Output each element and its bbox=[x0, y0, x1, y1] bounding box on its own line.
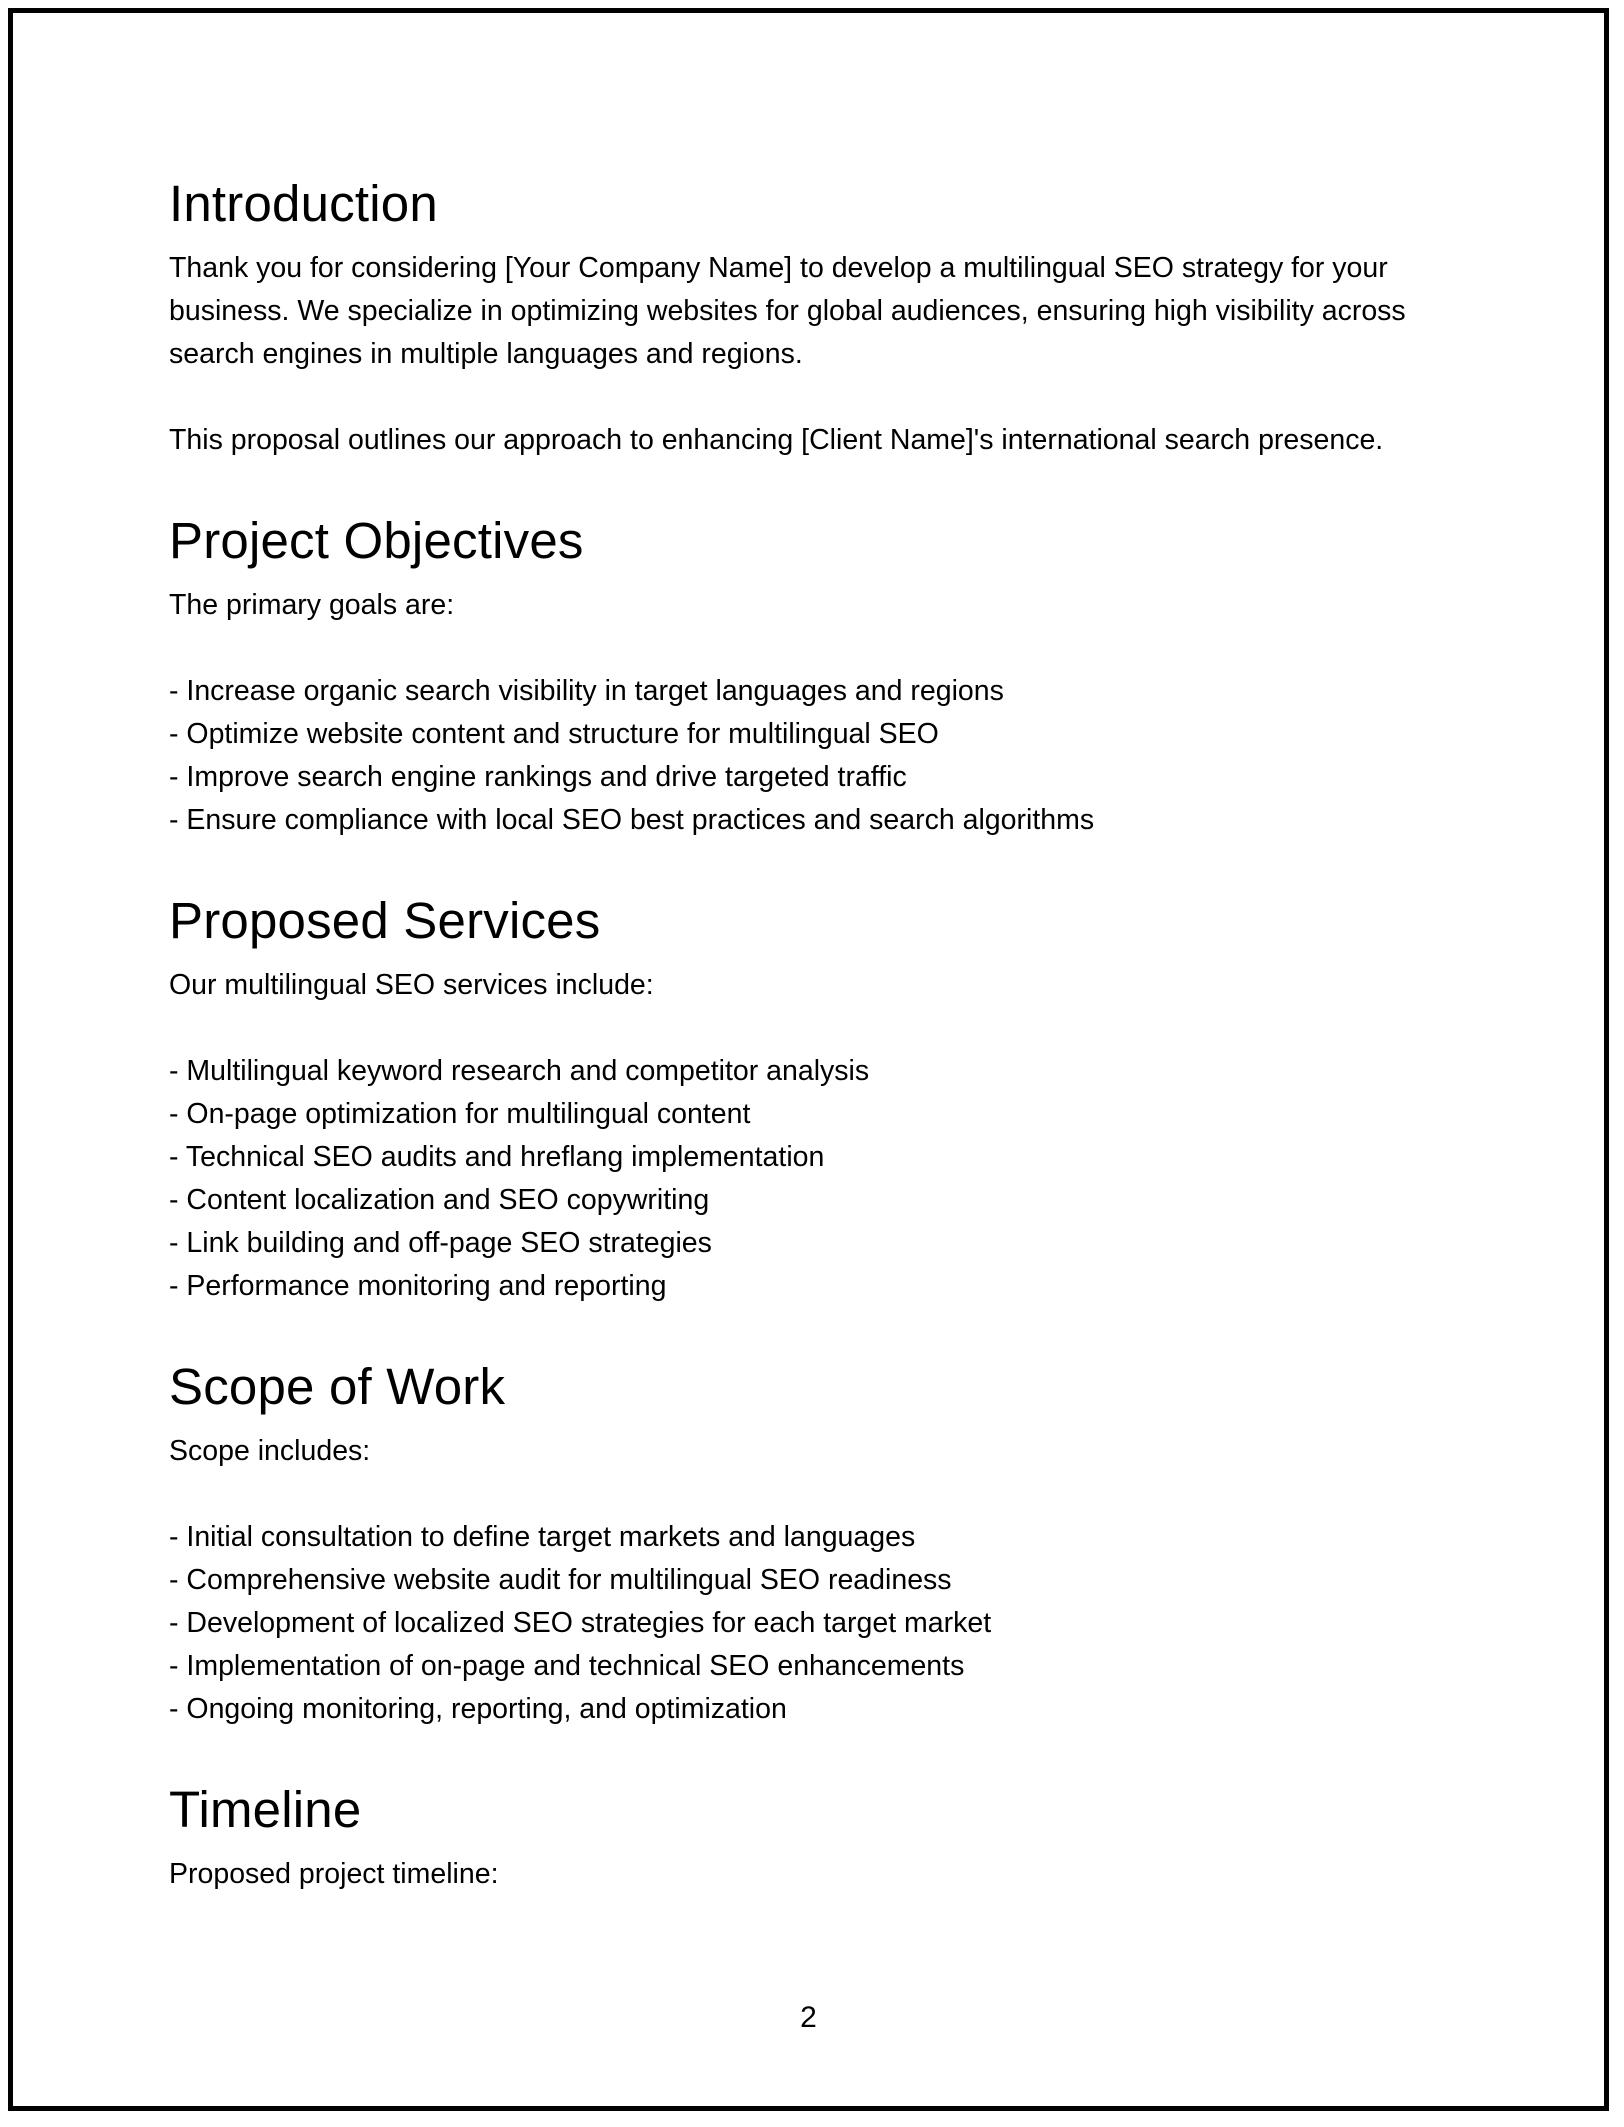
list-item: - Ongoing monitoring, reporting, and optimization bbox=[169, 1693, 787, 1725]
objectives-list bbox=[169, 670, 1489, 842]
services-section bbox=[169, 890, 1489, 1308]
timeline-intro: Proposed project timeline: bbox=[169, 1858, 499, 1890]
introduction-heading: Introduction bbox=[169, 175, 438, 232]
services-list bbox=[169, 1050, 1489, 1308]
list-item: - Optimize website content and structure for multilingual SEO bbox=[169, 718, 939, 750]
document-content bbox=[169, 173, 1489, 1944]
paragraph-spacer bbox=[169, 376, 1489, 419]
list-item: - Multilingual keyword research and competitor analysis bbox=[169, 1055, 870, 1087]
services-intro: Our multilingual SEO services include: bbox=[169, 969, 654, 1001]
objectives-heading: Project Objectives bbox=[169, 512, 584, 569]
page-number: 2 bbox=[800, 2001, 817, 2034]
scope-list bbox=[169, 1516, 1489, 1731]
timeline-heading: Timeline bbox=[169, 1781, 362, 1838]
scope-intro: Scope includes: bbox=[169, 1435, 371, 1467]
paragraph-spacer bbox=[169, 1007, 1489, 1050]
introduction-paragraph: Thank you for considering [Your Company Name] to develop a multilingual SEO strategy for your business. We specialize in optimizing websites for global audiences, ensuring high visibility across search engines in multiple languages and regions. bbox=[169, 252, 1406, 370]
list-item: - Link building and off-page SEO strategies bbox=[169, 1227, 712, 1259]
list-item: - Initial consultation to define target markets and languages bbox=[169, 1521, 916, 1553]
list-item: - Improve search engine rankings and drive targeted traffic bbox=[169, 761, 907, 793]
objectives-intro: The primary goals are: bbox=[169, 589, 455, 621]
objectives-section bbox=[169, 510, 1489, 842]
document-page bbox=[8, 8, 1609, 2111]
paragraph-spacer bbox=[169, 1473, 1489, 1516]
scope-section bbox=[169, 1356, 1489, 1731]
list-item: - Implementation of on-page and technical SEO enhancements bbox=[169, 1650, 965, 1682]
list-item: - Content localization and SEO copywriting bbox=[169, 1184, 710, 1216]
list-item: - Performance monitoring and reporting bbox=[169, 1270, 667, 1302]
list-item: - On-page optimization for multilingual content bbox=[169, 1098, 751, 1130]
introduction-paragraph-2: This proposal outlines our approach to enhancing [Client Name]'s international search presence. bbox=[169, 424, 1384, 456]
paragraph-spacer bbox=[169, 627, 1489, 670]
list-item: - Comprehensive website audit for multilingual SEO readiness bbox=[169, 1564, 952, 1596]
list-item: - Technical SEO audits and hreflang implementation bbox=[169, 1141, 825, 1173]
introduction-section bbox=[169, 173, 1489, 462]
list-item: - Development of localized SEO strategies for each target market bbox=[169, 1607, 992, 1639]
services-heading: Proposed Services bbox=[169, 892, 601, 949]
scope-heading: Scope of Work bbox=[169, 1358, 506, 1415]
list-item: - Ensure compliance with local SEO best practices and search algorithms bbox=[169, 804, 1095, 836]
timeline-section bbox=[169, 1779, 1489, 1896]
list-item: - Increase organic search visibility in target languages and regions bbox=[169, 675, 1004, 707]
